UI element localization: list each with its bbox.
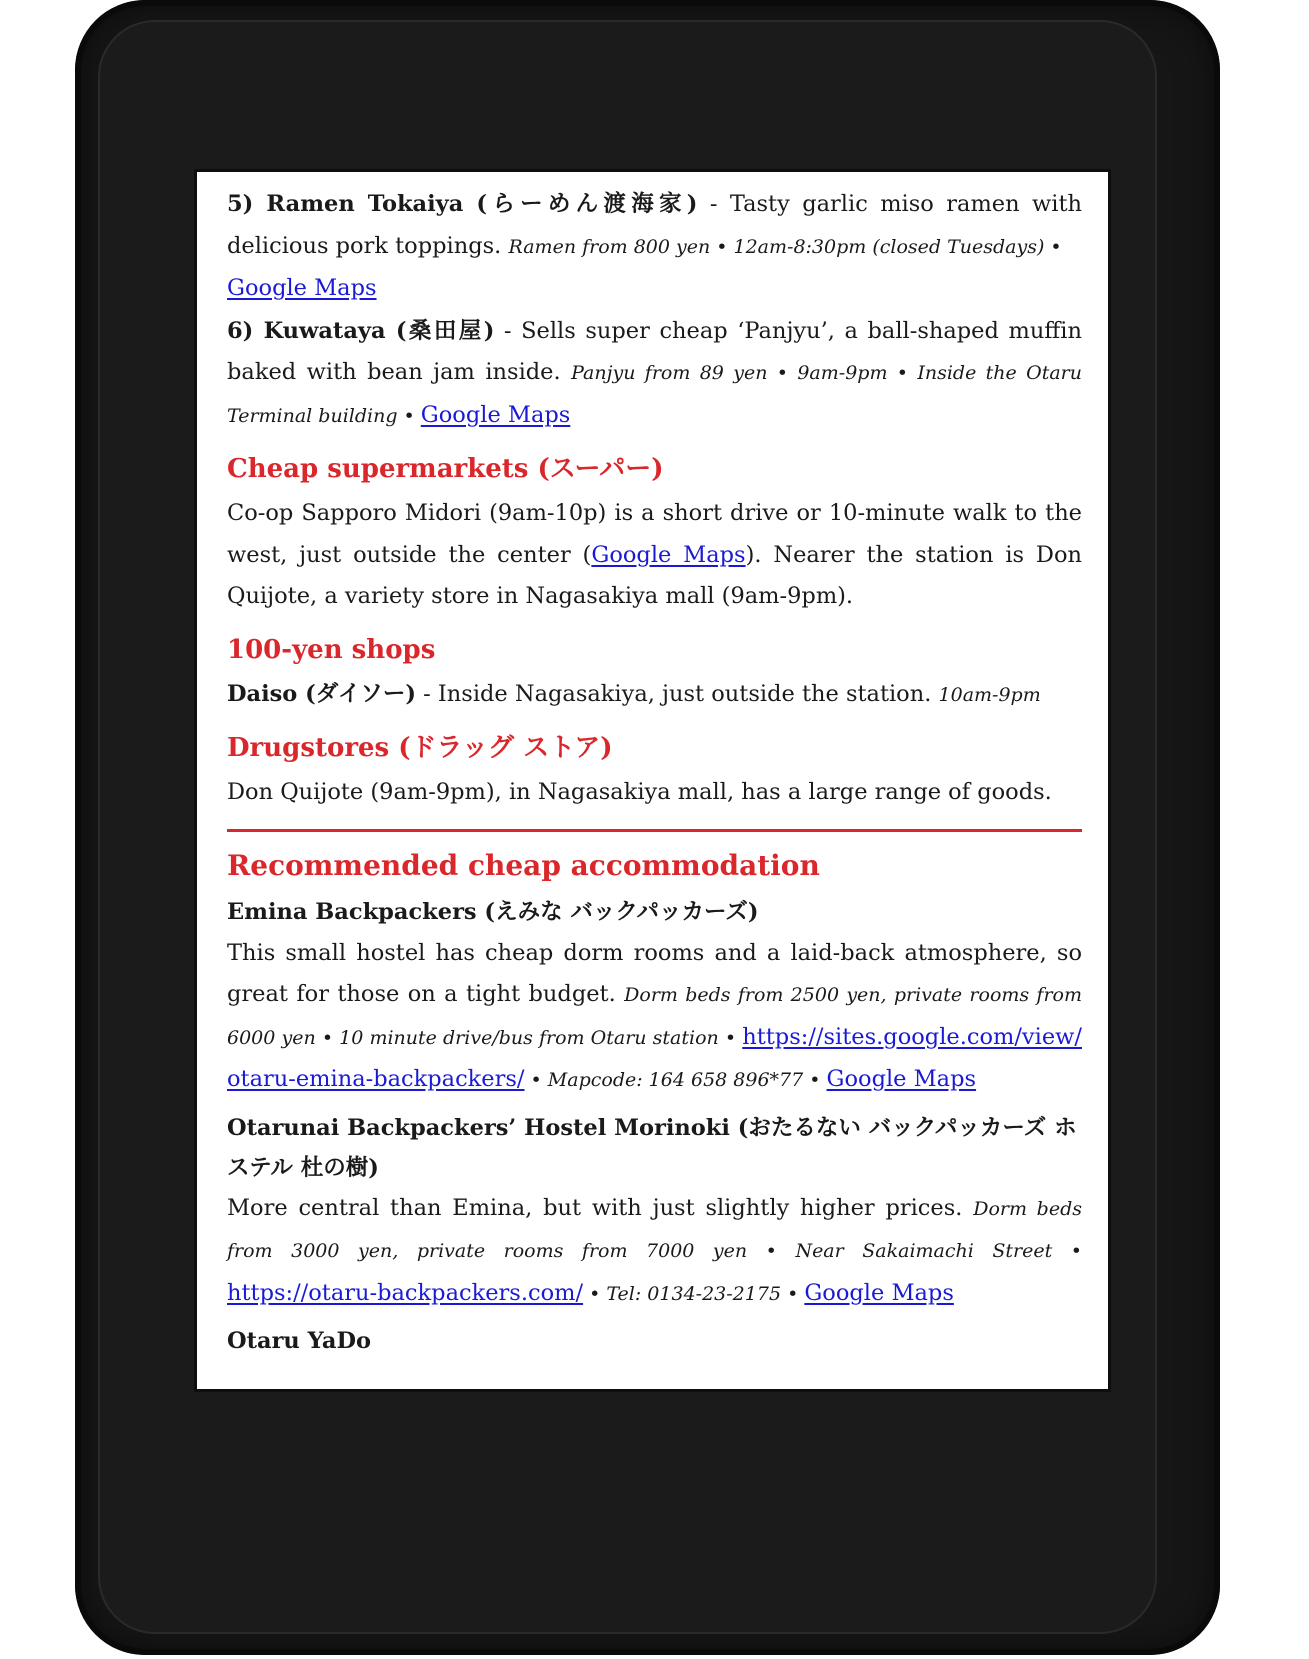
google-maps-link[interactable]: Google Maps [826, 1066, 977, 1092]
entry-ramen-tokaiya [227, 184, 1082, 310]
supermarkets-text [227, 493, 1082, 618]
entry-details: Panjyu from 89 yen • 9am-9pm • Inside the Otaru Terminal building • [227, 362, 1082, 427]
supermarkets-text-b: ). Nearer the station is Don Quijote, a variety store in Nagasakiya mall (9am-9pm). [227, 541, 1082, 609]
emina-website-link[interactable]: https://sites.google.com/view/otaru-emina-backpackers/ [227, 1023, 1082, 1092]
entry-kuwataya [227, 311, 1082, 438]
morinoki-title: Otarunai Backpackers’ Hostel Morinoki (おたるない バックパッカーズ ホステル 杜の樹) [227, 1114, 1077, 1181]
daiso-name: Daiso (ダイソー) [227, 680, 416, 707]
emina-title: Emina Backpackers (えみな バックパッカーズ) [227, 898, 759, 925]
emina-mapcode: • Mapcode: 164 658 896*77 • [524, 1069, 827, 1091]
morinoki-description: More central than Emina, but with just slightly higher prices. [227, 1194, 974, 1221]
entry-description: - Sells super cheap ‘Panjyu’, a ball-shaped muffin baked with bean jam inside. [227, 317, 1082, 385]
entry-details: Ramen from 800 yen • 12am-8:30pm (closed Tuesdays) • [508, 235, 1062, 258]
section-heading-accommodation: Recommended cheap accommodation [227, 848, 820, 882]
emina-details: Dorm beds from 2500 yen, private rooms from 6000 yen • 10 minute drive/bus from Otaru station • [227, 984, 1083, 1049]
morinoki-entry [227, 1188, 1082, 1316]
google-maps-link[interactable]: Google Maps [420, 401, 571, 428]
emina-entry [227, 933, 1082, 1102]
entry-title: 6) Kuwataya (桑田屋) [227, 317, 495, 344]
daiso-text: - Inside Nagasakiya, just outside the station. [416, 680, 939, 707]
emina-description: This small hostel has cheap dorm rooms and a laid-back atmosphere, so great for those on a tight budget. [227, 939, 1082, 1007]
google-maps-link[interactable]: Google Maps [591, 541, 746, 568]
ereader-screen[interactable] [197, 172, 1108, 1389]
drugstores-text: Don Quijote (9am-9pm), in Nagasakiya mall, has a large range of goods. [227, 779, 1052, 805]
page-content [227, 184, 1082, 1362]
yado-title: Otaru YaDo [227, 1328, 372, 1354]
section-divider [227, 829, 1082, 832]
morinoki-details: Dorm beds from 3000 yen, private rooms from 7000 yen • Near Sakaimachi Street • [227, 1197, 1082, 1262]
daiso-hours: 10am-9pm [938, 683, 1041, 706]
entry-title: 5) Ramen Tokaiya (らーめん渡海家) [227, 191, 698, 217]
section-heading-100-yen: 100-yen shops [227, 634, 436, 665]
morinoki-tel: • Tel: 0134-23-2175 • [583, 1282, 805, 1305]
google-maps-link[interactable]: Google Maps [804, 1279, 954, 1306]
morinoki-website-link[interactable]: https://otaru-backpackers.com/ [227, 1279, 584, 1306]
entry-description: - Tasty garlic miso ramen with delicious pork toppings. [227, 191, 1082, 259]
daiso-entry [227, 674, 1082, 717]
section-heading-supermarkets: Cheap supermarkets (スーパー) [227, 454, 664, 484]
section-heading-drugstores: Drugstores (ドラッグ ストア) [227, 733, 613, 763]
supermarkets-text-a: Co-op Sapporo Midori (9am-10p) is a short drive or 10-minute walk to the west, just outside the center ( [227, 500, 1082, 568]
google-maps-link[interactable]: Google Maps [227, 275, 377, 301]
